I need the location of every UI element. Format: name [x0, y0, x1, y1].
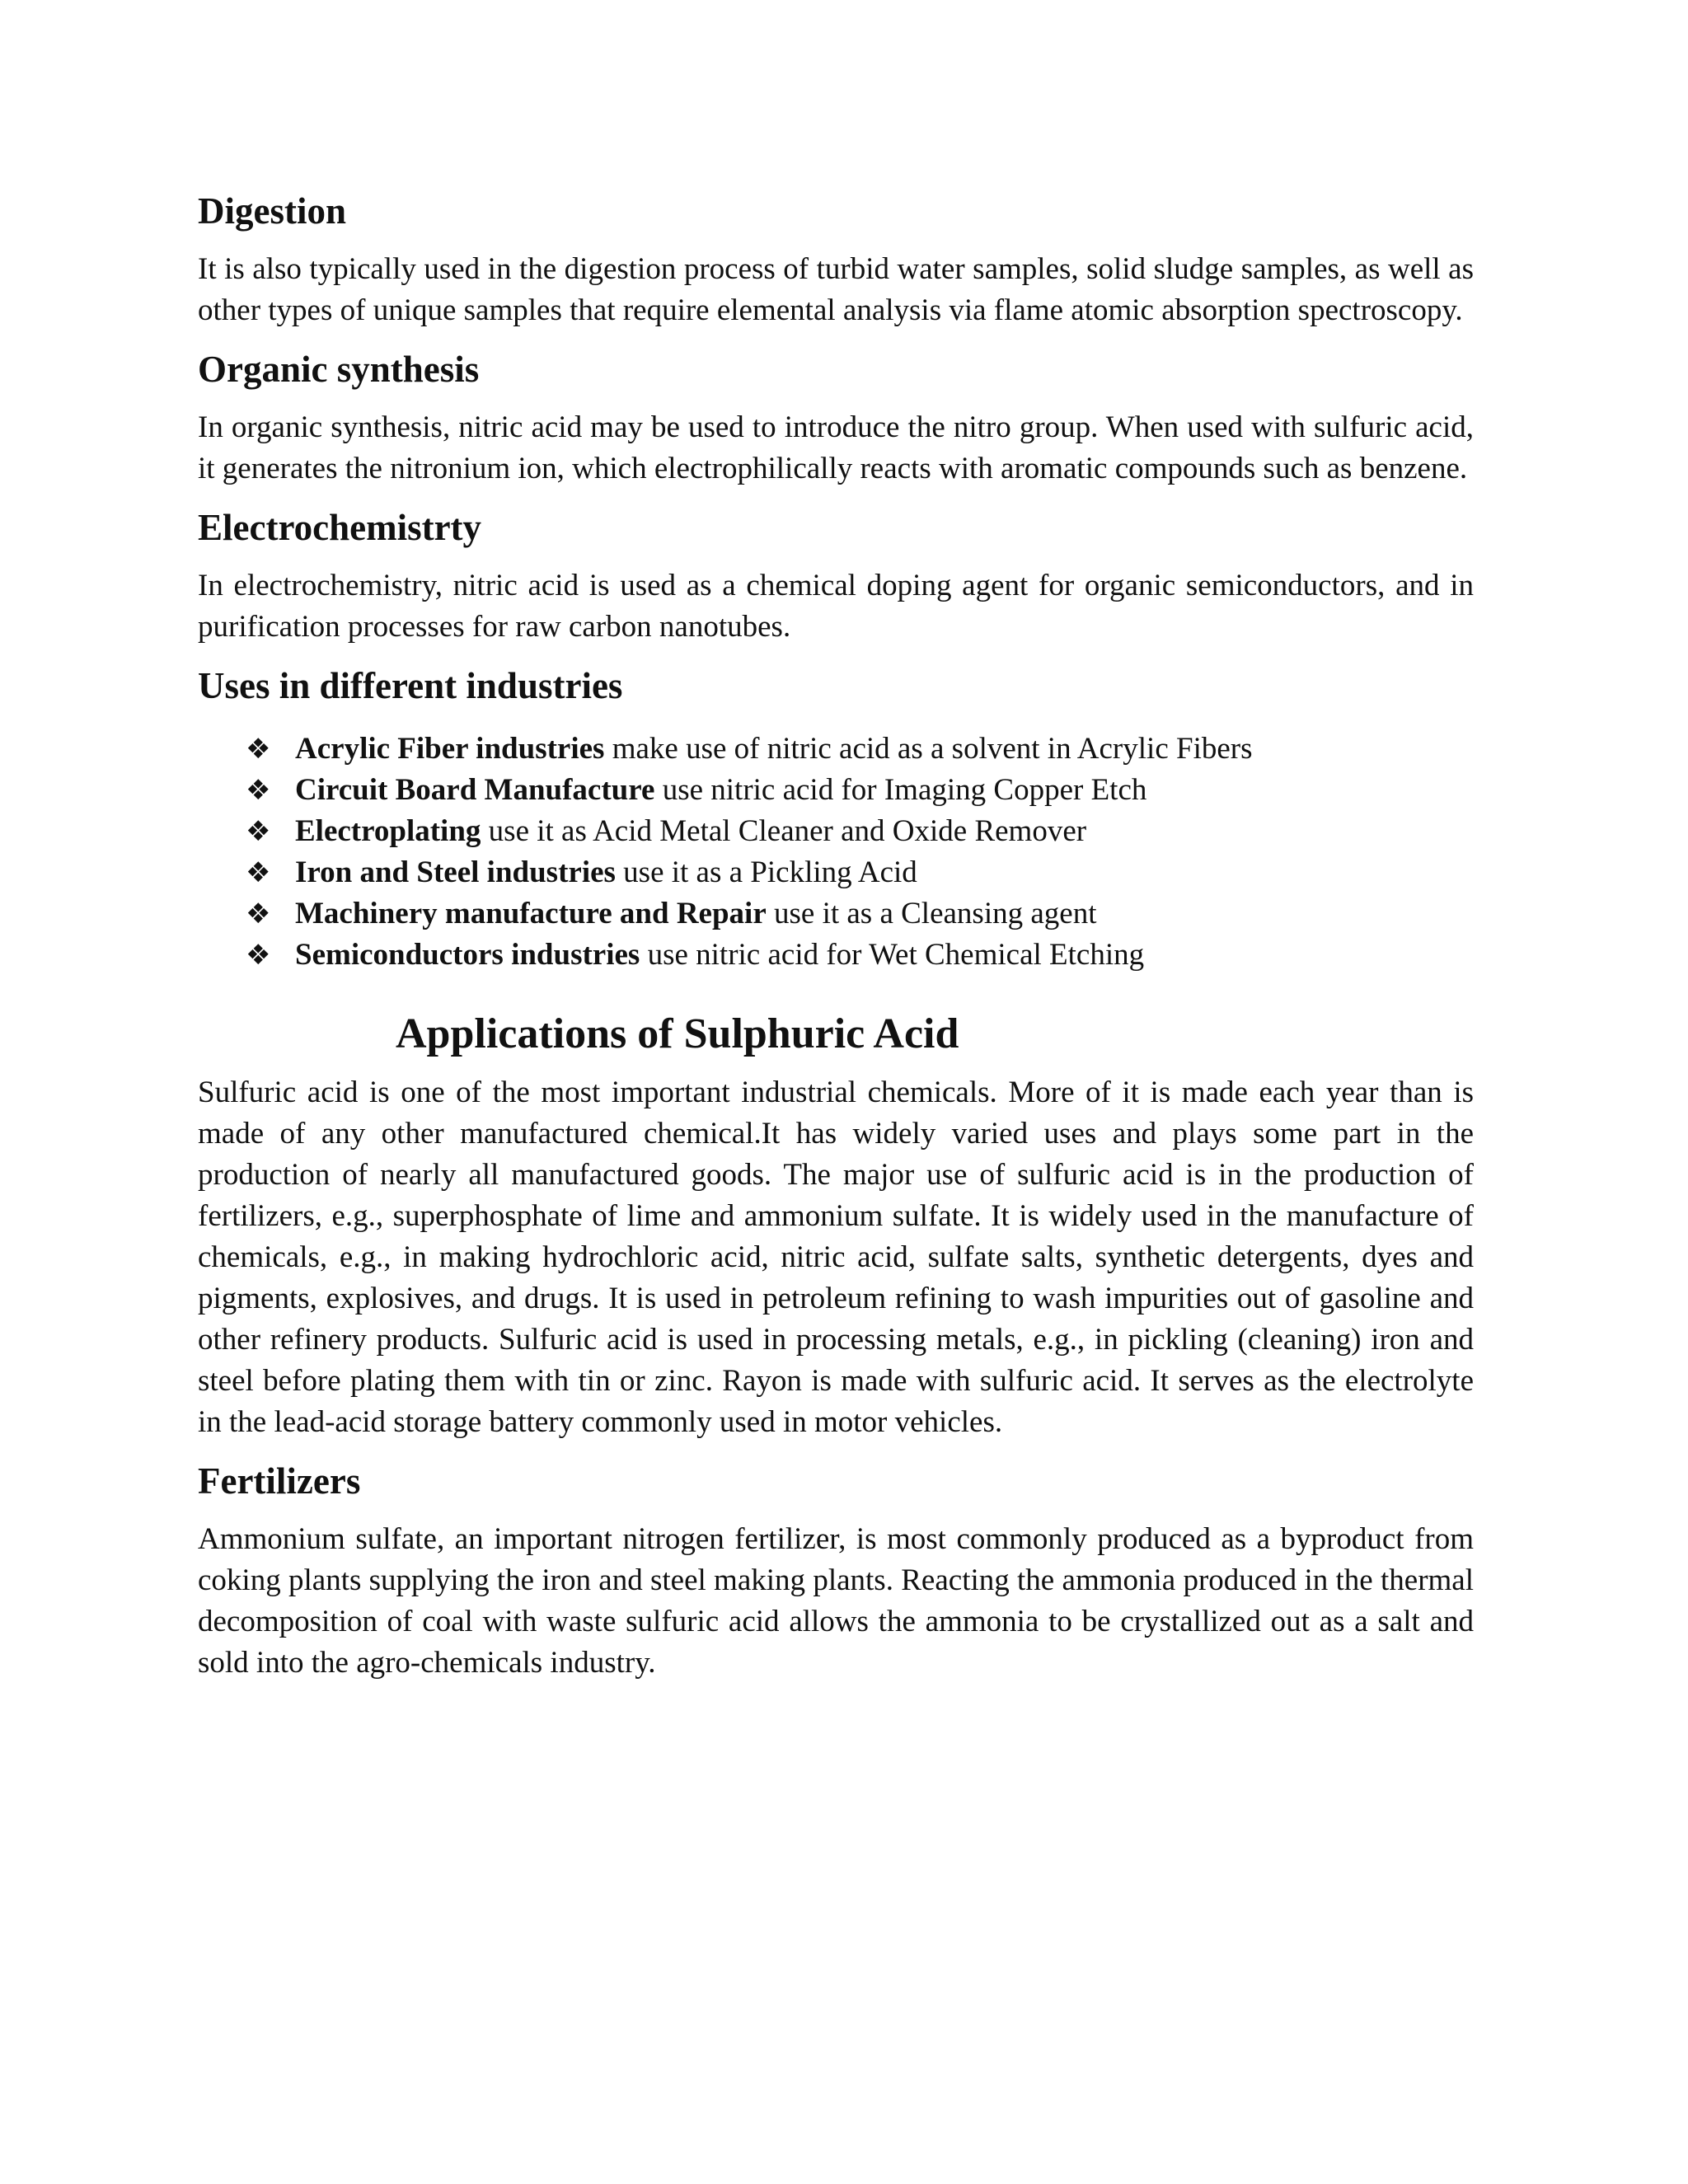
list-item	[246, 935, 1474, 976]
sulphuric-acid-heading-text: Applications of Sulphuric Acid	[396, 1010, 959, 1057]
industry-use: use it as Acid Metal Cleaner and Oxide Remover	[481, 814, 1087, 848]
diamond-bullet-icon: ❖	[246, 856, 271, 889]
electrochemistry-heading: Electrochemistrty	[198, 507, 482, 548]
industry-name: Circuit Board Manufacture	[295, 773, 655, 807]
diamond-bullet-icon: ❖	[246, 815, 271, 848]
industry-use: use nitric acid for Wet Chemical Etching	[640, 938, 1145, 972]
list-item	[246, 893, 1474, 935]
industry-use: use nitric acid for Imaging Copper Etch	[654, 773, 1147, 807]
industry-name: Semiconductors industries	[295, 938, 640, 972]
diamond-bullet-icon: ❖	[246, 733, 271, 766]
fertilizers-paragraph: Ammonium sulfate, an important nitrogen fertilizer, is most commonly produced as a byproduct from coking plants supplying the iron and steel making plants. Reacting the ammonia produced in the thermal decomposition of coal with waste sulfuric acid allows the ammonia to be crystallized out as a salt and sold into the agro-chemicals industry.	[198, 1522, 1474, 1680]
sulphuric-acid-paragraph: Sulfuric acid is one of the most important industrial chemicals. More of it is made each year than is made of any other manufactured chemical.It has widely varied uses and plays some part in the production of nearly all manufactured goods. The major use of sulfuric acid is in the production of fertilizers, e.g., superphosphate of lime and ammonium sulfate. It is widely used in the manufacture of chemicals, e.g., in making hydrochloric acid, nitric acid, sulfate salts, synthetic detergents, dyes and pigments, explosives, and drugs. It is used in petroleum refining to wash impurities out of gasoline and other refinery products. Sulfuric acid is used in processing metals, e.g., in pickling (cleaning) iron and steel before plating them with tin or zinc. Rayon is made with sulfuric acid. It serves as the electrolyte in the lead-acid storage battery commonly used in motor vehicles.	[198, 1076, 1474, 1439]
diamond-bullet-icon: ❖	[246, 898, 271, 930]
industries-list	[198, 729, 1474, 976]
industry-name: Acrylic Fiber industries	[295, 732, 605, 766]
list-item	[246, 729, 1474, 770]
sulphuric-acid-heading	[198, 1007, 1474, 1061]
diamond-bullet-icon: ❖	[246, 939, 271, 972]
industry-use: use it as a Cleansing agent	[766, 897, 1097, 930]
industry-name: Electroplating	[295, 814, 481, 848]
industries-heading: Uses in different industries	[198, 665, 623, 706]
industry-use: use it as a Pickling Acid	[615, 855, 917, 889]
diamond-bullet-icon: ❖	[246, 774, 271, 807]
fertilizers-heading: Fertilizers	[198, 1460, 361, 1502]
electrochemistry-paragraph: In electrochemistry, nitric acid is used as a chemical doping agent for organic semiconductors, and in purification processes for raw carbon nanotubes.	[198, 569, 1474, 644]
list-item	[246, 811, 1474, 852]
page-content	[198, 188, 1474, 1699]
list-item	[246, 852, 1474, 893]
industry-use: make use of nitric acid as a solvent in Acrylic Fibers	[604, 732, 1253, 766]
industry-name: Machinery manufacture and Repair	[295, 897, 767, 930]
digestion-heading: Digestion	[198, 190, 346, 232]
digestion-paragraph: It is also typically used in the digestion process of turbid water samples, solid sludge samples, as well as other types of unique samples that require elemental analysis via flame atomic absorption spectroscopy.	[198, 252, 1474, 327]
industry-name: Iron and Steel industries	[295, 855, 616, 889]
list-item	[246, 770, 1474, 811]
organic-synthesis-paragraph: In organic synthesis, nitric acid may be used to introduce the nitro group. When used with sulfuric acid, it generates the nitronium ion, which electrophilically reacts with aromatic compounds such as benzene.	[198, 410, 1474, 485]
organic-synthesis-heading: Organic synthesis	[198, 349, 480, 390]
